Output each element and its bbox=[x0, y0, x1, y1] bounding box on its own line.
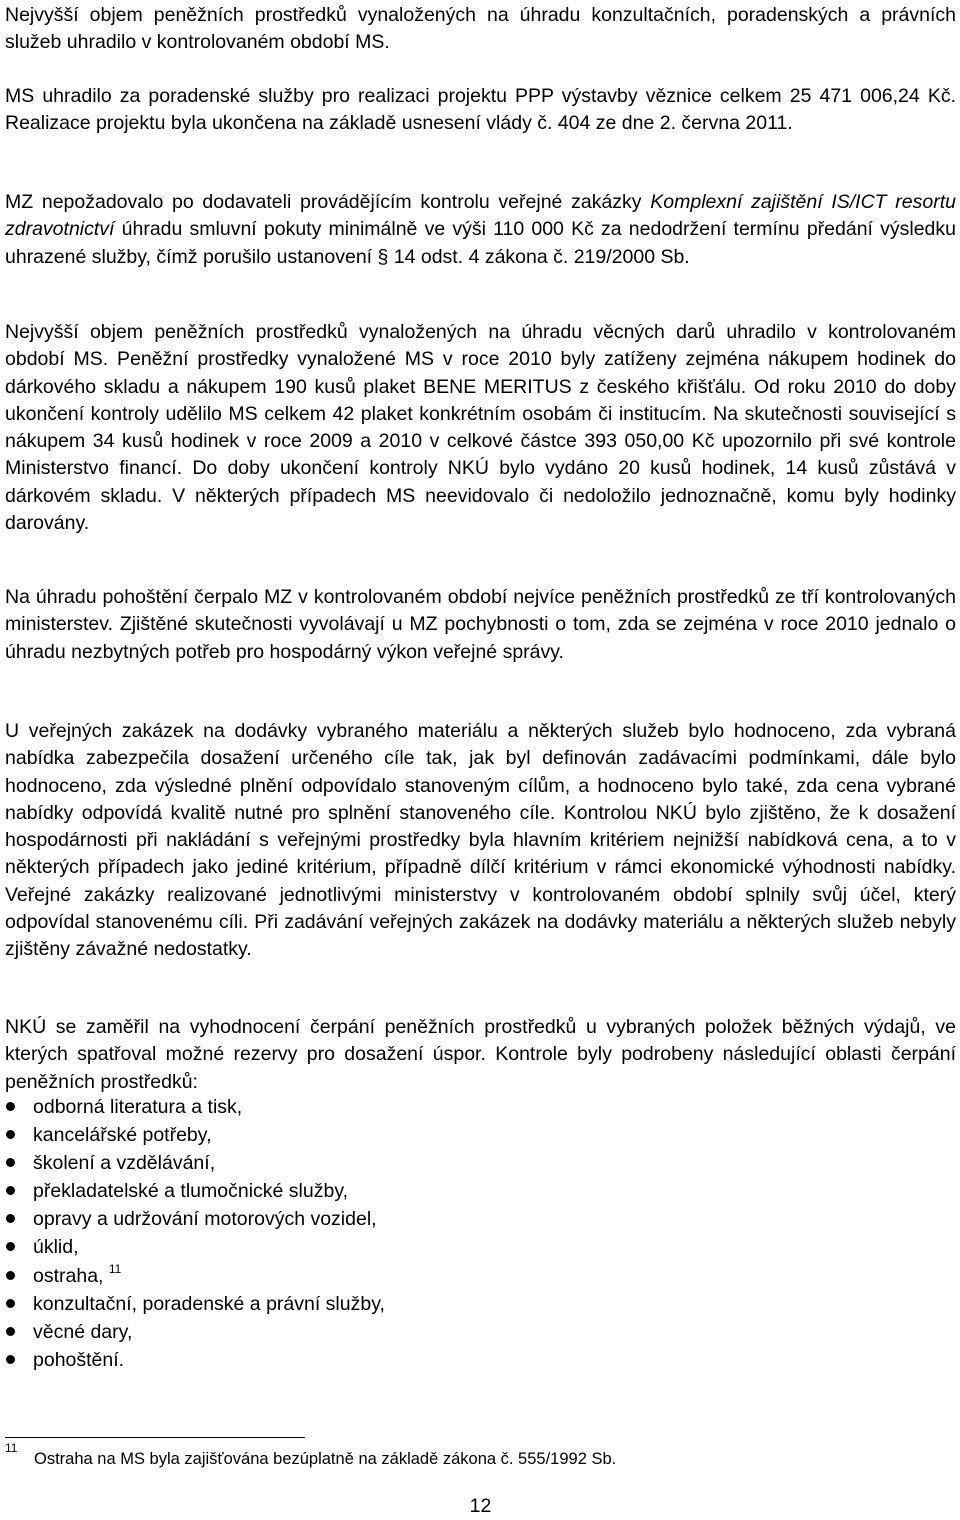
p3-text-end: úhradu smluvní pokuty minimálně ve výši 110 000 Kč za nedodržení termínu předání výsledku uhrazené služby, čímž porušilo ustanovení § 14 odst. 4 zákona č. 219/2000 Sb. bbox=[5, 218, 956, 268]
bullet-icon bbox=[6, 1355, 15, 1364]
list-item: úklid, bbox=[5, 1233, 956, 1261]
paragraph-hospitality: Na úhradu pohoštění čerpalo MZ v kontrolovaném období nejvíce peněžních prostředků ze tří kontrolovaných ministerstev. Zjištěné skutečnosti vyvolávají u MZ pochybnosti o tom, zda se zejména v roce 2010 jednalo o úhradu nezbytných potřeb pro hospodárný výkon veřejné správy. bbox=[5, 586, 956, 663]
paragraph-public-contracts: U veřejných zakázek na dodávky vybraného materiálu a některých služeb bylo hodnoceno, zda vybraná nabídka zabezpečila dosažení určeného cíle tak, jak byl definován zadávacími podmínkami, dále bylo hodnoceno, zda výsledné plnění odpovídalo stanoveným cílům, a hodnoceno bylo také, zda cena vybrané nabídky odpovídá kvalitě nutné pro splnění stanoveného cíle. Kontrolou NKÚ bylo zjištěno, že k dosažení hospodárnosti při nakládání s veřejnými prostředky byla hlavním kritériem nejnižší nabídková cena, a to v některých případech jako jediné kritérium, případně dílčí kritérium v rámci ekonomické výhodnosti nabídky. Veřejné zakázky realizované jednotlivými ministerstvy v kontrolovaném období splnily svůj účel, který odpovídal stanovenému cíli. Při zadávání veřejných zakázek na dodávky materiálu a některých služeb nebyly zjištěny závažné nedostatky. bbox=[5, 720, 956, 961]
bullet-icon bbox=[6, 1102, 15, 1111]
paragraph-ppp-project: MS uhradilo za poradenské služby pro realizaci projektu PPP výstavby věznice celkem 25 471 006,24 Kč. Realizace projektu byla ukončena na základě usnesení vlády č. 404 ze dne 2. června 2011. bbox=[5, 85, 956, 135]
p3-text-start: MZ nepožadovalo po dodavateli provádějícím kontrolu veřejné zakázky bbox=[5, 191, 651, 213]
list-item: ostraha, $^{11}$ bbox=[5, 1262, 956, 1290]
bullet-icon bbox=[6, 1299, 15, 1308]
list-item: věcné dary, bbox=[5, 1318, 956, 1346]
list-item: konzultační, poradenské a právní služby, bbox=[5, 1290, 956, 1318]
bullet-icon bbox=[6, 1271, 15, 1280]
examined-areas-list bbox=[5, 1093, 956, 1374]
bullet-icon bbox=[6, 1130, 15, 1139]
paragraph-examined-areas: NKÚ se zaměřil na vyhodnocení čerpání peněžních prostředků u vybraných položek běžných výdajů, ve kterých spatřoval možné rezervy pro dosažení úspor. Kontrole byly podrobeny následující oblasti čerpání peněžních prostředků: bbox=[5, 1016, 956, 1093]
list-item: školení a vzdělávání, bbox=[5, 1149, 956, 1177]
footnote-separator bbox=[5, 1437, 305, 1438]
bullet-icon bbox=[6, 1186, 15, 1195]
paragraph-consulting-costs: Nejvyšší objem peněžních prostředků vynaložených na úhradu konzultačních, poradenských a právních služeb uhradilo v kontrolovaném období MS. bbox=[5, 4, 956, 54]
list-item: pohoštění. bbox=[5, 1346, 956, 1374]
page-number: 12 bbox=[469, 1495, 492, 1517]
list-item: opravy a udržování motorových vozidel, bbox=[5, 1205, 956, 1233]
list-item: kancelářské potřeby, bbox=[5, 1121, 956, 1149]
list-item: překladatelské a tlumočnické služby, bbox=[5, 1177, 956, 1205]
bullet-icon bbox=[6, 1327, 15, 1336]
paragraph-mz-penalty bbox=[5, 189, 956, 271]
bullet-icon bbox=[6, 1214, 15, 1223]
footnote-text: Ostraha na MS byla zajišťována bezúplatně na základě zákona č. 555/1992 Sb. bbox=[34, 1450, 617, 1468]
p3-contract-name: Komplexní zajištění IS/ICT resortu zdravotnictví bbox=[5, 191, 956, 241]
list-item: odborná literatura a tisk, bbox=[5, 1093, 956, 1121]
paragraph-gifts: Nejvyšší objem peněžních prostředků vynaložených na úhradu věcných darů uhradilo v kontrolovaném období MS. Peněžní prostředky vynaložené MS v roce 2010 byly zatíženy zejména nákupem hodinek do dárkového skladu a nákupem 190 kusů plaket BENE MERITUS z českého křišťálu. Od roku 2010 do doby ukončení kontroly udělilo MS celkem 42 plaket konkrétním osobám či institucím. Na skutečnosti související s nákupem 34 kusů hodinek v roce 2009 a 2010 v celkové částce 393 050,00 Kč upozornilo při své kontrole Ministerstvo financí. Do doby ukončení kontroly NKÚ bylo vydáno 20 kusů hodinek, 14 kusů zůstává v dárkovém skladu. V některých případech MS neevidovalo či nedoložilo jednoznačně, komu byly hodinky darovány. bbox=[5, 321, 956, 535]
bullet-icon bbox=[6, 1158, 15, 1167]
bullet-icon bbox=[6, 1242, 15, 1251]
footnote-reference[interactable]: 11 bbox=[108, 1261, 122, 1276]
footnote-number: 11 bbox=[5, 1441, 18, 1455]
